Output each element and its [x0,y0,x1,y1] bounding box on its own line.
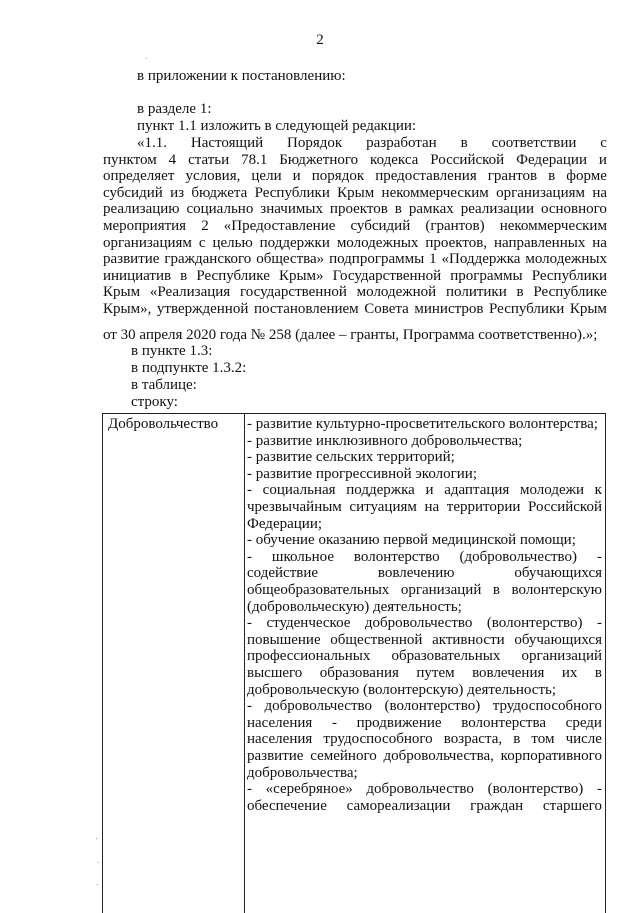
paragraph-word: бюджета [191,184,248,201]
table-word: волонтерства [461,714,546,731]
paragraph-word: Совета [364,301,409,317]
paragraph-line [103,235,607,251]
table-word: общественной [330,631,423,648]
paragraph-word: условия, [185,168,241,185]
table-column-divider [244,414,245,913]
table-right-line [247,615,602,631]
intro-point: пункт 1.1 изложить в следующей редакции: [137,118,417,134]
table-word: повышение [247,631,321,648]
paragraph-word: целью [212,234,253,251]
paragraph-word: проектов [329,201,388,218]
paragraph-word: 4 [168,151,177,168]
paragraph-word: субсидий [350,218,411,234]
paragraph-word: Федерации [516,151,587,168]
paragraph-word: социально [186,201,254,218]
table-right-line: (добровольческую) деятельность; [247,598,462,615]
table-word: организаций [400,582,482,598]
table-word: и [425,482,434,499]
paragraph-word: «Поддержка [441,251,521,268]
scan-speck [146,58,147,59]
table-word: - [247,781,252,798]
paragraph-word: в [394,201,402,218]
paragraph-word: министров [414,301,484,317]
paragraph-word: Крым», [103,301,152,317]
table-word: социальная [262,482,336,499]
table-word: развитие [247,748,304,764]
paragraph-word: в [460,135,468,151]
sub-item-in-table: в таблице: [131,377,197,393]
table-word: старшего [542,797,602,814]
table-word: содействие [247,565,319,582]
intro-section: в разделе 1: [137,101,212,117]
paragraph-word: значимых [260,201,323,218]
paragraph-word: с [198,234,206,251]
table-right-line: - обучение оказанию первой медицинской помощи; [247,532,576,549]
table-word: трудоспособного [492,698,602,715]
paragraph-word: и [292,168,301,185]
table-word: (волонтерство) [486,615,583,632]
paragraph-word: реализации [460,201,535,218]
table-word: - [247,698,252,715]
paragraph-last-line: от 30 апреля 2020 года № 258 (далее – гранты, Программа соответственно).»; [103,327,598,343]
table-word: продвижение [356,714,442,731]
scan-speck [97,884,98,885]
paragraph-word: Крым [103,284,141,301]
paragraph-word: мероприятия [103,218,187,234]
table-word: молодежи [519,482,585,499]
paragraph-word: в [548,168,556,185]
table-word: добровольчество [366,781,474,798]
table-word: организаций [521,648,602,665]
table-word: адаптация [444,482,510,499]
paragraph-word: проектов, [425,234,488,251]
table-word: их [561,665,578,681]
paragraph-word: постановлением [253,301,359,317]
table-word: обучающихся [514,631,602,648]
table-right-line: добровольчества; [247,764,358,781]
table-right-line: - развитие инклюзивного добровольчества; [247,432,523,449]
paragraph-word: разработан [366,135,437,151]
table-right-line [247,748,602,764]
scan-speck [96,838,97,839]
table-right-line [247,482,602,498]
paragraph-word: Крым [337,184,375,201]
paragraph-word: определяет [103,168,175,185]
table-word: ситуациям [349,499,417,515]
paragraph-word: форме [566,168,607,185]
paragraph-word: «Предоставление [223,218,336,234]
paragraph-line [103,185,607,201]
table-word: - [247,482,252,499]
paragraph-line [103,284,607,300]
table-left-cell: Добровольчество [108,416,219,432]
sub-item-row: строку: [131,394,178,410]
paragraph-word: организациям [496,184,585,201]
paragraph-line [103,168,607,184]
table-word: общеобразовательных [247,582,390,598]
paragraph-word: (грантов) [425,218,485,234]
table-word: - [596,781,602,798]
page-number: 2 [316,32,324,48]
table-right-line [247,781,602,797]
paragraph-word: общества» [256,251,325,268]
paragraph-word: субсидий [103,184,163,201]
table-word: самореализации [346,797,451,814]
intro-appendix: в приложении к постановлению: [137,68,346,84]
table-right-line [247,715,602,731]
table-word: высшего [247,665,303,681]
table-word: (добровольчество) [459,548,578,565]
paragraph-word: и [598,151,607,168]
paragraph-word: Российской [430,151,505,168]
table-word: вовлечения [472,665,545,681]
table-word: трудоспособного [323,731,433,748]
paragraph-line [103,251,607,267]
table-word: корпоративного [500,748,602,764]
table-right-line [247,798,602,814]
paragraph-word: политики [446,284,507,301]
table-right-line [247,665,602,681]
table-word: образовательных [391,648,501,665]
paragraph-word: утвержденной [156,301,249,317]
paragraph-word: Крым [569,301,607,317]
table-right-line [247,549,602,565]
table-word: на [424,499,440,515]
table-word: в [594,665,602,681]
paragraph-word: из [170,184,185,201]
paragraph-word: порядок [311,168,365,185]
table-right-line [247,698,602,714]
amendment-table [102,413,606,913]
table-word: волонтерскую [511,582,602,598]
table-word: «серебряное» [265,781,353,798]
table-word: добровольчество [364,615,473,632]
table-word: в [492,582,500,598]
table-word: к [594,482,602,499]
table-word: путем [416,665,455,681]
table-right-line [247,565,602,581]
table-word: в [513,731,521,748]
paragraph-line [103,268,607,284]
paragraph-word: «1.1. [137,135,167,151]
table-word: (волонтерство) [384,698,481,715]
paragraph-word: Бюджетного [279,151,359,168]
table-word: том [531,731,555,748]
table-right-line [247,632,602,648]
table-word: добровольчество [264,698,372,715]
paragraph-word: некоммерческим [381,184,489,201]
scan-speck [98,862,99,863]
paragraph-word: организациям [103,234,192,251]
paragraph-word: гражданского [164,251,252,268]
table-word: - [596,548,602,565]
table-word: образования [319,665,399,681]
table-right-line: - развитие культурно-просветительского волонтерства; [247,416,598,432]
paragraph-line [137,135,607,151]
paragraph-word: грантов [487,168,538,185]
paragraph-word: молодежных [525,251,607,268]
table-word: вовлечению [377,565,455,582]
table-word: семейного [310,748,377,764]
paragraph-word: Республики [531,267,607,284]
paragraph-line [103,301,607,317]
paragraph-word: в [180,267,188,284]
table-word: территории [446,499,521,515]
paragraph-word: статьи [188,151,230,168]
paragraph-word: цели [251,168,282,185]
paragraph-word: поддержки [259,234,330,251]
table-word: поддержка [346,482,415,499]
paragraph-word: программы [450,267,523,284]
paragraph-word: Республики [254,184,330,201]
table-right-line: - развитие сельских территорий; [247,449,455,466]
table-right-line [247,582,602,598]
paragraph-word: 1 [429,251,437,268]
paragraph-word: некоммерческим [499,218,607,234]
table-word: - [331,714,337,731]
table-word: граждан [470,797,524,814]
paragraph-word: молодежной [356,284,437,301]
table-word: школьное [271,548,334,565]
paragraph-word: Республике [533,284,607,301]
paragraph-line [103,152,607,168]
table-word: обучающихся [514,565,602,582]
table-word: - [247,548,252,565]
paragraph-word: предоставления [375,168,477,185]
table-right-line [247,731,602,747]
table-word: студенческое [266,615,351,632]
paragraph-word: на [592,184,607,201]
paragraph-line [103,201,607,217]
table-right-line: - развитие прогрессивной экологии; [247,465,477,482]
paragraph-word: основного [540,201,607,218]
paragraph-word: Республики [489,301,565,317]
paragraph-word: Крым» [278,267,324,284]
paragraph-word: Республике [196,267,270,284]
table-right-line [247,499,602,515]
paragraph-word: на [592,234,607,251]
table-word: добровольчества, [383,748,494,764]
paragraph-word: развитие [103,251,160,268]
paragraph-word: государственной [239,284,347,301]
table-right-line: Федерации; [247,515,323,532]
table-word: - [596,615,602,632]
table-word: активности [432,631,505,648]
paragraph-word: подпрограммы [329,251,425,268]
table-word: чрезвычайным [247,499,342,515]
sub-item-point-1-3: в пункте 1.3: [131,343,213,359]
paragraph-word: пунктом [103,151,157,168]
table-word: (волонтерство) [487,781,584,798]
paragraph-line [103,218,607,234]
table-word: профессиональных [247,648,371,665]
table-word: населения [247,714,313,731]
sub-item-subpoint-1-3-2: в подпункте 1.3.2: [131,360,247,376]
table-word: числе [565,731,602,748]
paragraph-word: направленных [493,234,586,251]
table-word: - [247,615,252,632]
table-right-line [247,648,602,664]
paragraph-word: Государственной [332,267,442,284]
paragraph-word: соответствии [491,135,577,151]
table-word: среди [565,714,602,731]
paragraph-word: рамках [408,201,454,218]
table-right-line: добровольческую (волонтерскую) деятельность; [247,681,557,698]
table-word: возраста, [443,731,503,748]
table-word: Российской [528,499,602,515]
table-word: населения [247,731,313,748]
paragraph-word: Настоящий [190,135,264,151]
paragraph-word: инициатив [103,267,172,284]
paragraph-word: 78.1 [241,151,268,168]
paragraph-word: 2 [201,218,209,234]
table-word: обеспечение [247,797,327,814]
paragraph-word: в [516,284,524,301]
paragraph-word: Порядок [287,135,343,151]
paragraph-word: «Реализация [149,284,231,301]
paragraph-word: с [600,135,607,151]
paragraph-word: молодежных [336,234,419,251]
paragraph-word: реализацию [103,201,180,218]
table-word: волонтерство [353,548,440,565]
paragraph-word: кодекса [370,151,419,168]
